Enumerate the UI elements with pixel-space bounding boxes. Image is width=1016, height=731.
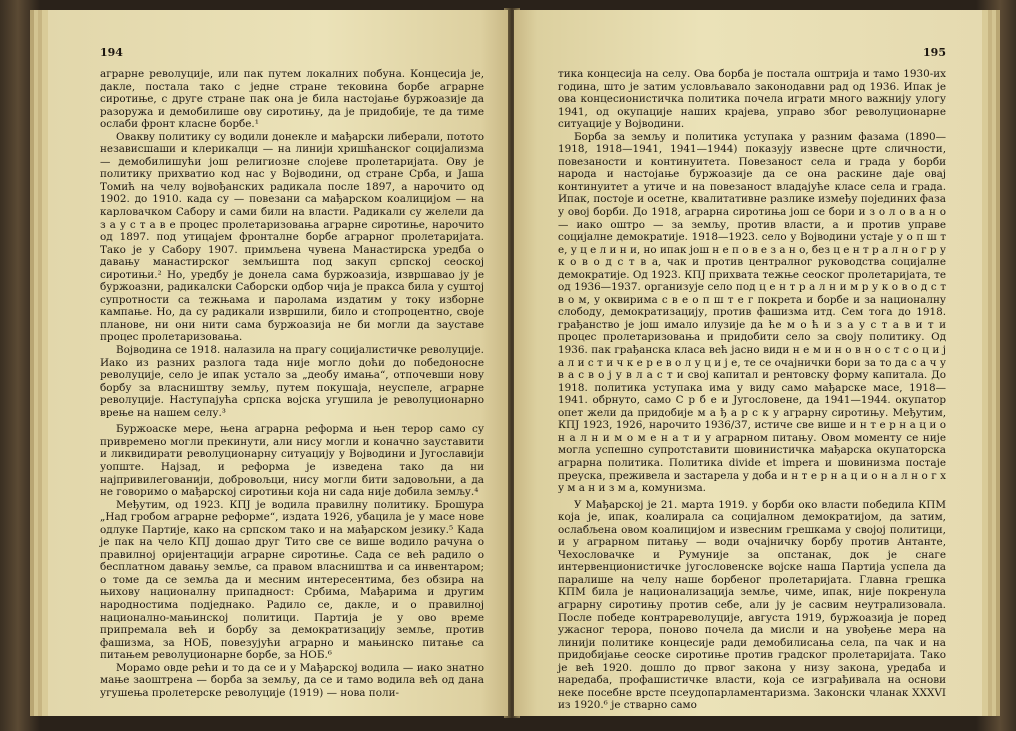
paragraph: У Мађарској је 21. марта 1919. у борби око власти победила КПМ која је, ипак, коалирала са социјалном демократијом, да затим, ослабљена овом коалицијом и извесним грешкама у својој политици, и у аграрном питању — води очајничку борбу против Антанте, Чехословачке и Румуније за опстанак, док је снаге интервенционистичке југословенске војске наша Партија успела да паралише на челу наше борбеног пролетаријата. Главна грешка КПМ била је национализација земље, чиме, ипак, није покренула аграрну сиротињу против себе, али ју је сасвим неутрализовала. После победе контрареволуције, августа 1919, буржоазија је поред ужасног терора, поново почела да мисли и на увођење мера на линији политике концесије ради демобилисања села, па чак и на придобијање сеоске сиротиње против градског пролетаријата. Тако је већ 1920. дошло до првог закона у низу закона, уредаба и наредаба, профашистичке власти, која се изграђивала на основи неке посебне врсте псеудопарламентаризма. Законски чланак XXXVI из 1920.⁶ је стварно само [558, 498, 946, 712]
right-page [514, 10, 982, 716]
left-page-text [100, 68, 484, 699]
paragraph: Морамо овде рећи и то да се и у Мађарској водила — иако знатно мање заоштрена — борба за земљу, да се и тамо водила већ од дана угушења пролетерске револуције (1919) — нова поли- [100, 661, 484, 699]
page-number: 195 [923, 46, 946, 59]
paragraph: тика концесија на селу. Ова борба је постала оштрија и тамо 1930-их година, што је затим условљавало законодавни рад од 1936. Ипак је ова концесионистичка политика почела играти много важнију улогу 1941, од окупације наших крајева, управо због револуционарне ситуације у Војводини. [558, 68, 946, 131]
page-number: 194 [100, 46, 123, 59]
paragraph: Буржоаске мере, њена аграрна реформа и њен терор само су привремено могли прекинути, али нису могли и коначно зауставити и ликвидирати револуционарну ситуацију у Војводини и Југославији уопште. Најзад, и реформа је изведена тако да ни најпривилегованији, добровољци, нису могли бити задовољни, а да не говоримо о мађарској сиротињи која ни сада није добила земљу.⁴ [100, 423, 484, 499]
paragraph: Овакву политику су водили донекле и мађарски либерали, потото независшаши и клерикалци — на линији хришћанског социјализма — демобилишући још религиозне слојеве пролетаријата. Ову је политику прихватио код нас у Војводини, од стране Срба, и Јаша Томић на челу војвођанских радикала после 1897, а нарочито од 1902. до 1910. када су — повезани са мађарском коалицијом — на карловачком Сабору и сами били на власти. Радикали су желели да з а у с т а в е процес пролетаризовања аграрне сиротиње, нарочито од 1897. под утицајем фронталне борбе аграрног пролетаријата. Тако је у Сабору 1907. примљена чувена Манастирска уредба о давању манастирског земљишта под закуп српској сеоској сиротињи.² Но, уредбу је донела сама буржоазија, извршавао ју је буржоазни, радикалски Саборски одбор чија је пракса била у суштој супротности са тежњама и паролама издатим у току изборне кампање. Но, да су радикали извршили, било и стопроцентно, своје планове, ни они нити сама буржоазија не би могли да зауставе процес пролетаризовања. [100, 130, 484, 344]
paragraph: аграрне револуције, или пак путем локалних побуна. Концесија је, дакле, постала тако с једне стране тековина борбе аграрне сиротиње, с друге стране пак она је била настојање буржоазије да разоружа и демобилише ову сиротињу, да је придобије, те да тиме ослаби фронт класне борбе.¹ [100, 68, 484, 131]
paragraph: Војводина се 1918. налазила на прагу социјалистичке револуције. Иако из разних разлога тада није могло доћи до победоносне револуције, село је ипак устало за „деобу имања“, отпочевши нову борбу за власништву земљу, путем покушаја, неуспеле, аграрне револуције. Наступајућа српска војска угушила је револуционарно врење на нашем селу.³ [100, 344, 484, 419]
right-page-text [558, 68, 946, 712]
left-page [48, 10, 508, 716]
paragraph: Борба за земљу и политика уступака у разним фазама (1890—1918, 1918—1941, 1941—1944) показују извесне црте сличности, повезаности и континуитета. Повезаност села и града у борби народа и настојање буржоазије да се она раскине даје овај континуитет а утиче и на повезаност владајуће класе села и града. Ипак, постоје и осетне, квалитативне разлике између појединих фаза у овој борби. До 1918, аграрна сиротиња још се бори и з о л о в а н о — иако оштро — за земљу, против власти, а и против управе социјалне демократије. 1918—1923. село у Војводини устаје у о п ш т е, у ц е л и н и, но ипак још н е п о в е з а н о, без ц е н т р а л н о г р у к о в о д с т в а, чак и против централног руководства социјалне демократије. Од 1923. КПЈ прихвата тежње сеоског пролетаријата, те од 1936—1937. организује село под ц е н т р а л н и м р у к о в о д с т в о м, у оквирима с в е о п ш т е г покрета и борбе и за националну слободу, демократизацију, против фашизма итд. Сем тога до 1918. грађанство је још имало илузије да ће м о ћ и з а у с т а в и т и процес пролетаризовања и придобити село за своју политику. Од 1936. пак грађанска класа већ јасно види н е м и н о в н о с т с о ц и ј а л и с т и ч к е р е в о л у ц и ј е, те се очајнички бори за то да с а ч у в а с в о ј у в л а с т и свој капитал и рентовску форму капитала. До 1918. политика уступака има у виду само мађарске масе, 1918—1941. обрнуто, само С р б е и Југословене, да 1941—1944. окупатор опет жели да придобије м а ђ а р с к у аграрну сиротињу. Међутим, КПЈ 1923, 1926, нарочито 1936/37, истиче све више и н т е р н а ц и о н а л н и м о м е н а т и у аграрном питању. Овом моменту се није могла успешно супротставити шовинистичка мађарска окупаторска аграрна политика. Политика divide et impera и шовинизма постаје преуска, преживела и застарела у доба и н т е р н а ц и о н а л н о г х у м а н и з м а, комунизма. [558, 130, 946, 495]
paragraph: Међутим, од 1923. КПЈ је водила правилну политику. Брошура „Над гробом аграрне реформе“, издата 1926, убацила је у масе нове одлуке Партије, како на српском тако и на мађарском језику.⁵ Када је пак на чело КПЈ дошао друг Тито све се више водило рачуна о правилној оријентацији аграрне сиротиње. Сада се већ радило о бесплатном давању земље, са правом власништва и са инвентаром; о томе да се земља да и месним интересентима, без обзира на њихову националну припадност: Србима, Мађарима и другим народностима подједнако. Радило се, дакле, и о правилној национално-мањинској политици. Партија је у ово време припремала већ и борбу за демократизацију земље, против фашизма, за НОБ, повезујући аграрно и мањинско питање са питањем револуционарне борбе, за НОБ.⁶ [100, 498, 484, 662]
